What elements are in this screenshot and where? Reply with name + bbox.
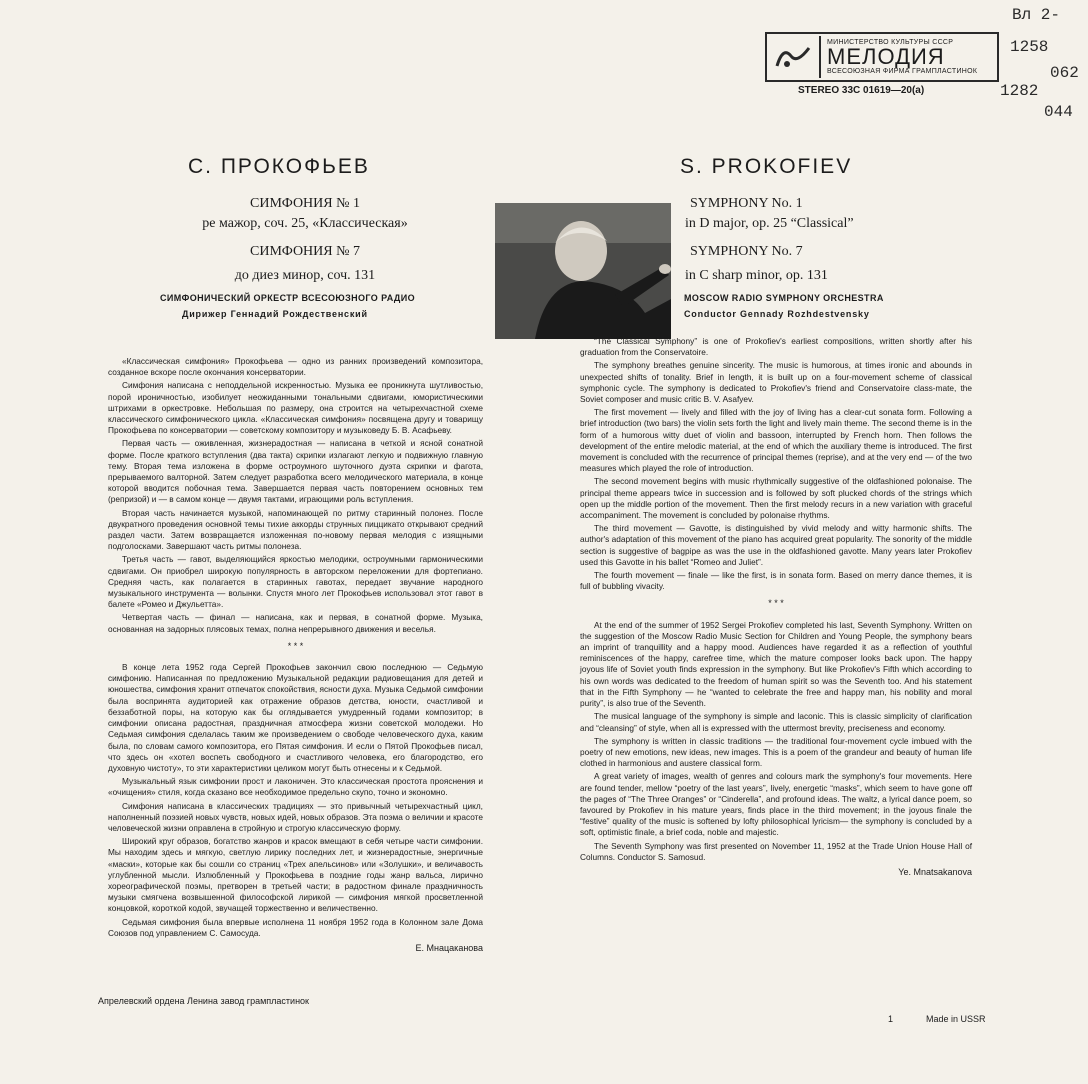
page-number: 1 [888,1014,894,1024]
factory-credit: Апрелевский ордена Ленина завод грампластинок [98,996,309,1006]
paragraph-en: The symphony breathes genuine sincerity. The music is humorous, at times ironic and abounds in unexpected shifts of tonality. Brief in length, it is built up on a four-movement scheme of classical symphonic cycle. The symphony is dedicated to Prokofiev's friend and Conservatoire class-mate, the Soviet composer and music critic B. V. Asafyev. [580,360,972,405]
paragraph-en: The fourth movement — finale — like the first, is in sonata form. Based on merry dance themes, it is full of bubbling vivacity. [580,570,972,592]
symphony1-detail-en: in D major, op. 25 “Classical” [685,216,854,231]
paragraph-ru: Седьмая симфония была впервые исполнена 11 ноября 1952 года в Колонном зале Дома Союзов под управлением С. Самосуда. [108,916,483,938]
conductor-ru: Дирижер Геннадий Рождественский [182,309,368,319]
handwritten-code-044: 044 [1044,103,1073,121]
orchestra-en: MOSCOW RADIO SYMPHONY ORCHESTRA [684,293,884,303]
paragraph-ru: «Классическая симфония» Прокофьева — одно из ранних произведений композитора, созданное вскоре после окончания консерватории. [108,356,483,378]
paragraph-en: The symphony is written in classic traditions — the traditional four-movement cycle imbued with the poetry of new emotions, new ideas, new images. This is a poem of the grandeur and beauty of human life clothed in harmonious and austere classical form. [580,735,972,769]
paragraph-en: “The Classical Symphony” is one of Prokofiev's earliest compositions, written shortly after his graduation from the Conservatoire. [580,336,972,358]
author-en: Ye. Mnatsakanova [898,866,972,877]
company-label: ВСЕСОЮЗНАЯ ФИРМА ГРАМПЛАСТИНОК [827,68,978,75]
composer-en: S. PROKOFIEV [680,155,853,178]
handwritten-code-1258: 1258 [1010,38,1049,56]
notes-ru [108,356,483,954]
section-separator-ru: * * * [287,640,304,651]
conductor-en: Conductor Gennady Rozhdestvensky [684,309,870,319]
made-in-label: Made in USSR [926,1014,986,1024]
melodiya-logo [765,32,999,82]
ministry-label: МИНИСТЕРСТВО КУЛЬТУРЫ СССР [827,39,954,46]
symphony1-detail-ru: ре мажор, соч. 25, «Классическая» [202,216,408,231]
paragraph-ru: В конце лета 1952 года Сергей Прокофьев закончил свою последнюю — Седьмую симфонию. Написанная по предложению Музыкальной редакции радиовещания для детей и юношества, симфония хранит отпечаток спокойствия, ясности духа. Музыка Седьмой симфонии была воспринята аудиторией как отражение образов детства, юности, счастливой и беззаботной поры, на которую как бы оглядывается умудренный годами композитор; в симфонии описана радостная, праздничная атмосфера жизни советской молодежи. Но Седьмая симфония сделалась таким же произведением о свободе человеческого духа, каким была, по словам самого композитора, его Пятая симфония. И если о Пятой Прокофьев писал, что здесь он «хотел воспеть свободного и счастливого человека, его благородство, его духовную чистоту», то эти характеристики целиком могут быть отнесены и к Седьмой. [108,662,483,773]
author-ru: Е. Мнацаканова [415,942,483,953]
composer-ru: С. ПРОКОФЬЕВ [188,155,370,178]
paragraph-en: The musical language of the symphony is simple and laconic. This is classic simplicity of clarification and “cleansing” of style, when all is expressed with the uttermost brevity, preciseness and economy. [580,711,972,733]
paragraph-en: The second movement begins with music rhythmically suggestive of the oldfashioned polonaise. The principal theme appears twice in succession and is followed by soft plucked chords of the strings which open up the middle portion of the movement. Then the first melody recurs in a new variation with graceful accompaniment. The movement is concluded by polonaise rhythms. [580,476,972,521]
paragraph-ru: Четвертая часть — финал — написана, как и первая, в сонатной форме. Музыка, основанная на задорных плясовых темах, полна непрерывного движения и веселья. [108,612,483,634]
symphony7-title-en: SYMPHONY No. 7 [690,244,803,259]
paragraph-ru: Вторая часть начинается музыкой, напоминающей по ритму старинный полонез. После двукратного проведения основной темы тихие аккорды струнных пиццикато открывают средний раздел части. Затем возвращается изложенная по-новому первая мелодия с изящными подголосками. Завершают часть ритмы полонеза. [108,507,483,552]
notes-en [580,336,972,878]
paragraph-ru: Музыкальный язык симфонии прост и лаконичен. Это классическая простота прояснения и «очищения» стиля, когда сказано все необходимое предельно скупо, точно и экономно. [108,776,483,798]
paragraph-en: The third movement — Gavotte, is distinguished by vivid melody and witty harmonic shifts. The author's adaptation of this movement of the piano has acquired great popularity. The sonority of the middle section is suggestive of bagpipe as was the use in the oldfashioned gavotte. Many years later Prokofiev used this Gavotte in his ballet “Romeo and Juliet”. [580,523,972,567]
paragraph-ru: Симфония написана в классических традициях — это привычный четырехчастный цикл, наполненный поэзией новых чувств, новых идей, новых образов. Эта поэма о величии и красоте человеческой жизни оправлена в стройную и строгую классическую форму. [108,800,483,833]
symphony7-detail-en: in C sharp minor, op. 131 [685,268,828,283]
paragraph-ru: Широкий круг образов, богатство жанров и красок вмещают в себя четыре части симфонии. Мы находим здесь и мягкую, светлую лирику последних лет, и жизнерадостные, энергичные «маски», которые как бы сошли со страниц «Трех апельсинов» или «Золушки», и величавость углубленной мысли. Излюбленный у Прокофьева в поздние годы жанр вальса, лирично хореографической поэмы, претворен в третьей части; в радостном финале праздничность музыки смягчена возвышенной философской лирикой — симфония мягкой просветленной концовкой, короткой кодой, звучащей торжественно и величественно. [108,836,483,914]
paragraph-en: A great variety of images, wealth of genres and colours mark the symphony's four movements. Here are found tender, mellow “poetry of the last years”, lively, energetic “masks”, which seem to have gone off the pages of “The Three Oranges” or “Cinderella”, and profound ideas. The waltz, a lyrical dance poem, so favoured by Prokofiev in his mature years, finds place in the third movement; in the joyous finale the “festive” quality of the music is softened by lofty philosophical lyricism— the symphony is concluded by a soft, optimistic finale, a brief coda, noble and majestic. [580,771,972,838]
melodiya-emblem-icon [767,36,821,78]
conductor-photo [495,203,671,339]
section-separator-en: * * * [768,598,784,609]
catalog-number: STEREO 33С 01619—20(а) [798,85,925,96]
handwritten-code-062: 062 [1050,64,1079,82]
paragraph-ru: Первая часть — оживленная, жизнерадостная — написана в четкой и ясной сонатной форме. После краткого вступления (два такта) скрипки излагают легкую и подвижную главную тему. Вторая тема изложена в форме остроумного шуточного дуэта скрипки и фагота, прерываемого валторной. Затем следует разработка всего мелодического материала, в конце которой вводится побочная тема. Завершается первая часть повторением основных тем (репризой) и — в самом конце — двумя тактами, играющими роль вступления. [108,438,483,505]
paragraph-en: The first movement — lively and filled with the joy of living has a clear-cut sonata form. Following a brief introduction (two bars) the violin sets forth the light and lively main theme. The second theme is in the form of a humorous witty duet of violin and bassoon, interrupted by French horn. Then follows the development of the entire melodic material, at the end of which the auxiliary theme is introduced. The first movement is concluded with the recurrence of principal themes (reprise), and at the very end — of the two measures which played the role of introduction. [580,407,972,474]
symphony7-detail-ru: до диез минор, соч. 131 [234,268,376,283]
symphony1-title-ru: СИМФОНИЯ № 1 [250,196,360,211]
symphony1-title-en: SYMPHONY No. 1 [690,196,803,211]
paragraph-ru: Третья часть — гавот, выделяющийся яркостью мелодики, остроумными гармоническими сдвигами. Он приобрел широкую популярность в авторском переложении для фортепиано. Средняя часть, как полагается в старинных гавотах, передает звучание народного музыкального инструмента — волынки. Спустя много лет Прокофьев использовал этот гавот в балете «Ромео и Джульетта». [108,554,483,610]
orchestra-ru: СИМФОНИЧЕСКИЙ ОРКЕСТР ВСЕСОЮЗНОГО РАДИО [160,293,416,303]
paragraph-en: The Seventh Symphony was first presented on November 11, 1952 at the Trade Union House Hall of Columns. Conductor S. Samosud. [580,840,972,862]
symphony7-title-ru: СИМФОНИЯ № 7 [250,244,360,259]
paragraph-en: At the end of the summer of 1952 Sergei Prokofiev completed his last, Seventh Symphony. Written on the suggestion of the Moscow Radio Music Section for Children and Young People, the symphony bears an imprint of tranquillity and a happy mood. Audiences have regarded it as a reflection of youthful reminiscences of the happy, carefree time, which the mature composer looks back upon. The happy joyous life of Soviet youth finds expression in the symphony. But like Prokofiev's Fifth which according to his own words was dedicated to the freedom of human spirit so was the Seventh too. And his statement that in the Fifth Symphony — he “wanted to celebrate the free and happy man, his nobility and moral purity”, is also true of the Seventh. [580,619,972,709]
paragraph-ru: Симфония написана с неподдельной искренностью. Музыка ее проникнута шутливостью, порой ироничностью, изобилует неожиданными тональными сдвигами, юмористическими штрихами в оркестровке. Небольшая по размеру, она строится на четырехчастной схеме классического симфонического цикла. «Классическая симфония» посвящена другу и товарищу Прокофьева по консерватории — советскому композитору и музыковеду Б. В. Асафьеву. [108,380,483,436]
handwritten-code-1282: 1282 [1000,82,1039,100]
brand-name: МЕЛОДИЯ [827,44,945,69]
handwritten-corner-note: Вл 2- [1012,6,1061,24]
